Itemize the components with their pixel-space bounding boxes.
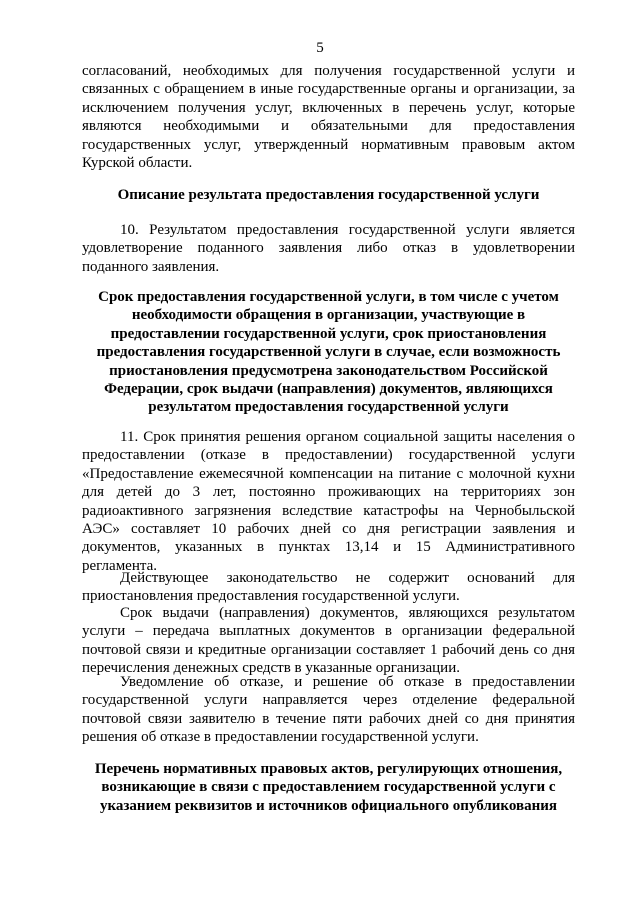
paragraph-10: 10. Результатом предоставления государственной услуги является удовлетворение поданного заявления либо отказ в удовлетворении поданного заявления. bbox=[82, 222, 575, 275]
section-heading-term: Срок предоставления государственной услуги, в том числе с учетом необходимости обращения в организации, участвующие в предоставлении государственной услуги, срок приостановления предоставления государственной услуги в случае, если возможность приостановления предусмотрена законодательством Российской Федерации, срок выдачи (направления) документов, являющихся результатом предоставления государственной услуги bbox=[96, 289, 561, 416]
section-heading-legal-acts: Перечень нормативных правовых актов, регулирующих отношения, возникающие в связи с предоставлением государственной услуги с указанием реквизитов и источников официального опубликования bbox=[94, 761, 563, 814]
paragraph-suspension: Действующее законодательство не содержит оснований для приостановления предоставления государственной услуги. bbox=[82, 570, 575, 605]
paragraph-issue-term: Срок выдачи (направления) документов, являющихся результатом услуги – передача выплатных документов в организации федеральной почтовой связи и кредитные организации составляет 1 рабочий день со дня перечисления денежных средств в указанные организации. bbox=[82, 605, 575, 677]
page-number: 5 bbox=[316, 40, 324, 56]
paragraph-continuation: согласований, необходимых для получения государственной услуги и связанных с обращением в иные государственные органы и организации, за исключением получения услуг, включенных в перечень услуг, которые являются необходимыми и обязательными для предоставления государственных услуг, утвержденный нормативным правовым актом Курской области. bbox=[82, 63, 575, 172]
paragraph-refusal-notice: Уведомление об отказе, и решение об отказе в предоставлении государственной услуги направляется через отделение федеральной почтовой связи заявителю в течение пяти рабочих дней со дня принятия решения об отказе в предоставлении государственной услуги. bbox=[82, 674, 575, 746]
paragraph-11: 11. Срок принятия решения органом социальной защиты населения о предоставлении (отказе в предоставлении) государственной услуги «Предоставление ежемесячной компенсации на питание с молочной кухни для детей до 3 лет, постоянно проживающих на территориях зон радиоактивного загрязнения вследствие катастрофы на Чернобыльской АЭС» составляет 10 рабочих дней со дня регистрации заявления и документов, указанных в пунктах 13,14 и 15 Административного регламента. bbox=[82, 429, 575, 574]
section-heading-result: Описание результата предоставления государственной услуги bbox=[117, 187, 540, 203]
